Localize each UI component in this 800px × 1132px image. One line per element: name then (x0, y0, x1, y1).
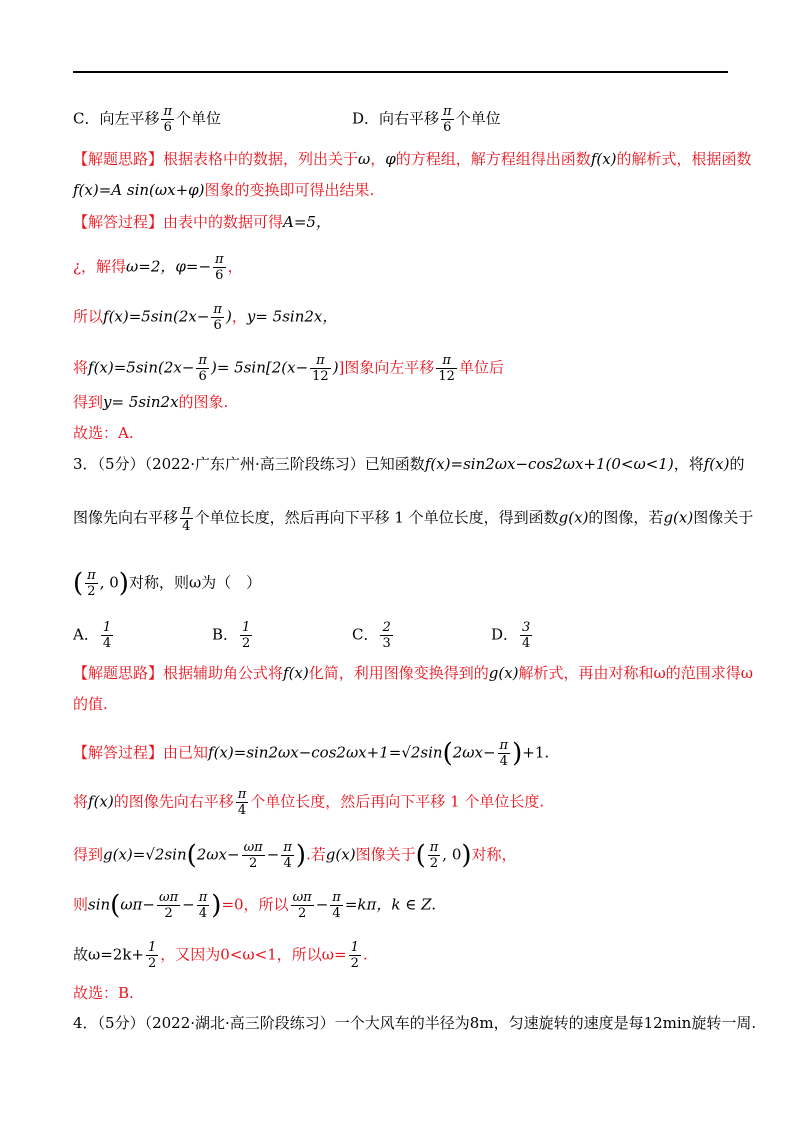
fraction: $\frac{\pi}{6}$ (443, 104, 452, 135)
q3-proc-line5: 故ω=2k+ $\frac{1}{2}$ ，又因为0<ω<1，所以ω= $\frac{1}{2}$ . (73, 940, 368, 971)
fraction: $\frac{\omega\pi}{2}$ (292, 890, 312, 921)
q2-proc-line3: 所以f(x)=5sin(2x− $\frac{\pi}{6}$ )，y= 5sin2x， (73, 302, 338, 333)
q2-answer: 故选：A. (73, 424, 134, 442)
fraction: $\frac{1}{2}$ (350, 940, 359, 971)
fraction: $\frac{\pi}{2}$ (87, 568, 96, 599)
fraction: $\frac{\pi}{6}$ (163, 104, 173, 135)
fraction: $\frac{\pi}{2}$ (429, 840, 439, 871)
q3-proc-line3: 得到g(x)=√2sin(2ωx− $\frac{\omega\pi}{2}$ − $\frac{\pi}{4}$ ).若g(x)图像关于( $\frac{\pi}{2}$ , 0)对称， (73, 840, 517, 871)
q3-proc-line4: 则sin(ωπ− $\frac{\omega\pi}{2}$ − $\frac{\pi}{4}$ )=0，所以 $\frac{\omega\pi}{2}$ − $\frac{\pi}{4}$ =kπ，k ∈ Z. (73, 890, 437, 921)
q3-idea-line2: 的值. (73, 695, 108, 713)
fraction: $\frac{\pi}{4}$ (332, 890, 341, 921)
fraction: $\frac{\omega\pi}{2}$ (243, 840, 263, 871)
fraction: $\frac{\pi}{4}$ (237, 787, 247, 818)
fraction: $\frac{\pi}{6}$ (198, 353, 207, 384)
fraction: $\frac{\pi}{6}$ (215, 252, 224, 283)
q3-stem-line2: 图像先向右平移 $\frac{\pi}{4}$ 个单位长度，然后再向下平移 1 个单位长度，得到函数g(x)的图像，若g(x)图像关于 (73, 503, 754, 534)
header-rule (73, 71, 728, 73)
q2-proc-line1: 【解答过程】由表中的数据可得A=5， (73, 213, 331, 231)
q3-option-a: A． $\frac{1}{4}$ (73, 620, 112, 651)
q3-option-d: D． $\frac{3}{4}$ (491, 620, 531, 651)
fraction: $\frac{\pi}{12}$ (438, 353, 455, 384)
q2-idea-line1: 【解题思路】根据表格中的数据，列出关于ω，φ的方程组，解方程组得出函数f(x)的解析式，根据函数 (73, 150, 752, 168)
q3-proc-line1: 【解答过程】由已知f(x)=sin2ωx−cos2ωx+1=√2sin(2ωx− $\frac{\pi}{4}$ )+1. (73, 738, 550, 769)
q3-option-b: B． $\frac{1}{2}$ (212, 620, 251, 651)
q2-proc-line5: 得到y= 5sin2x的图象. (73, 393, 229, 411)
q3-stem-line1: 3．（5分）（2022·广东广州·高三阶段练习）已知函数f(x)=sin2ωx−cos2ωx+1(0<ω<1)，将f(x)的 (73, 455, 745, 473)
fraction: $\frac{\pi}{4}$ (198, 890, 208, 921)
fraction: $\frac{\pi}{6}$ (213, 302, 222, 333)
option-c: C．向左平移 $\frac{\pi}{6}$ 个单位 (73, 104, 222, 135)
fraction: $\frac{\omega\pi}{2}$ (159, 890, 179, 921)
q3-option-c: C． $\frac{2}{3}$ (352, 620, 391, 651)
fraction: $\frac{\pi}{12}$ (312, 353, 329, 384)
fraction: $\frac{\pi}{4}$ (283, 840, 292, 871)
fraction: $\frac{1}{2}$ (148, 940, 157, 971)
fraction: $\frac{\pi}{4}$ (499, 738, 509, 769)
q3-proc-line2: 将f(x)的图像先向右平移 $\frac{\pi}{4}$ 个单位长度，然后再向下平移 1 个单位长度. (73, 787, 545, 818)
q2-proc-line2: ¿，解得ω=2，φ=− $\frac{\pi}{6}$ ， (73, 252, 243, 283)
q4-stem: 4．（5分）（2022·湖北·高三阶段练习）一个大风车的半径为8m，匀速旋转的速度是每12min旋转一周. (73, 1014, 757, 1032)
q2-proc-line4: 将f(x)=5sin(2x− $\frac{\pi}{6}$ )= 5sin[2(x− $\frac{\pi}{12}$ )]图象向左平移 $\frac{\pi}{12}$ 单位后 (73, 353, 504, 384)
q3-idea-line1: 【解题思路】根据辅助角公式将f(x)化简，利用图像变换得到的g(x)解析式，再由对称和ω的范围求得ω (73, 664, 753, 682)
q2-idea-line2: f(x)=A sin(ωx+φ)图象的变换即可得出结果. (73, 181, 375, 199)
option-d: D．向右平移 $\frac{\pi}{6}$ 个单位 (352, 104, 501, 135)
q3-stem-line3: ( $\frac{\pi}{2}$ , 0)对称，则ω为（ ） (73, 568, 262, 599)
fraction: $\frac{\pi}{4}$ (182, 503, 191, 534)
q3-answer: 故选：B. (73, 984, 134, 1002)
